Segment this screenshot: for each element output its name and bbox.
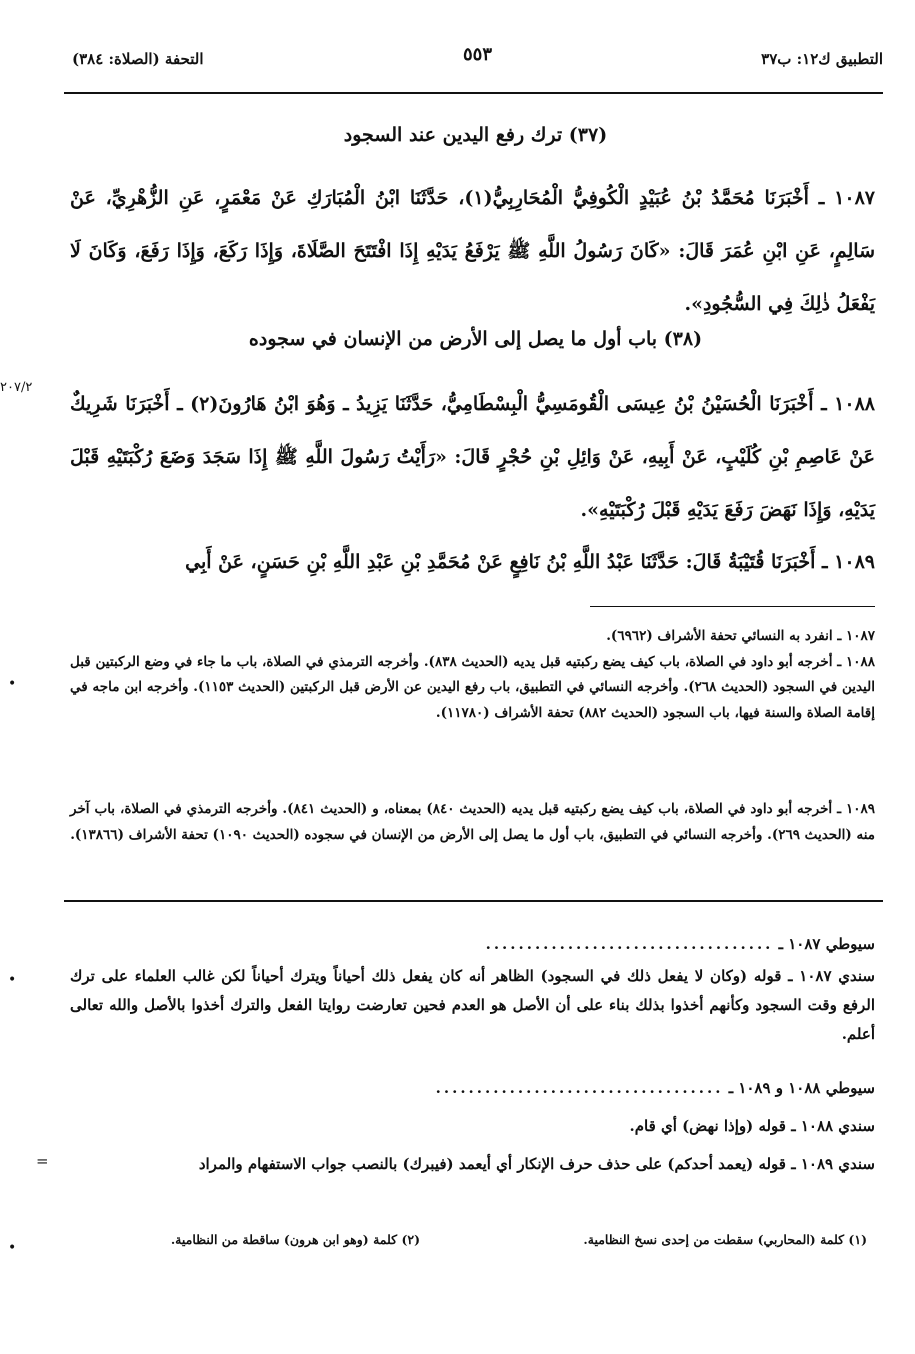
sindi-1088: سندي ١٠٨٨ ـ قوله (وإذا نهض) أي قام. bbox=[629, 1117, 875, 1135]
page-number: ٥٥٣ bbox=[462, 44, 492, 65]
sindi-1089: سندي ١٠٨٩ ـ قوله (يعمد أحدكم) على حذف حرف الإنكار أي أيعمد (فيبرك) بالنصب جواب الاستفهام والمراد bbox=[198, 1155, 875, 1173]
dot-leader: ................................... bbox=[435, 1079, 724, 1097]
takhrij-notes-1089: ١٠٨٩ ـ أخرجه أبو داود في الصلاة، باب كيف يضع ركبتيه قبل يديه (الحديث ٨٤٠) بمعناه، و (الحديث ٨٤١). وأخرجه الترمذي في الصلاة، باب آخر منه (الحديث ٢٦٩). وأخرجه النسائي في التطبيق، باب أول ما يصل إلى الأرض من الإنسان في سجوده (الحديث ١٠٩٠) تحفة الأشراف (١٣٨٦٦). bbox=[70, 801, 876, 843]
margin-dot: • bbox=[8, 1240, 17, 1256]
takhrij-notes-1087-1088: ١٠٨٧ ـ انفرد به النسائي تحفة الأشراف (٦٩٦٢). ١٠٨٨ ـ أخرجه أبو داود في الصلاة، باب كيف يضع ركبتيه قبل يديه (الحديث ٨٣٨). وأخرجه الترمذي في الصلاة، باب ما جاء في وضع الركبتين قبل اليدين في السجود (الحديث ٢٦٨). وأخرجه النسائي في التطبيق، باب رفع اليدين عن الأرض قبل الركبتين (الحديث ١١٥٣). وأخرجه ابن ماجه في إقامة الصلاة والسنة فيها، باب السجود (الحديث ٨٨٢) تحفة الأشراف (١١٧٨٠). bbox=[70, 628, 876, 721]
header-tuhfa-ref: التحفة (الصلاة: ٣٨٤) bbox=[72, 50, 204, 68]
margin-dot: • bbox=[8, 676, 17, 692]
page-header bbox=[72, 44, 883, 72]
continuation-mark: = bbox=[36, 1152, 49, 1170]
section-38-title: (٣٨) باب أول ما يصل إلى الأرض من الإنسان في سجوده bbox=[248, 328, 703, 350]
hadith-1087: ١٠٨٧ ـ أَخْبَرَنَا مُحَمَّدُ بْنُ عُبَيْدٍ الْكُوفِيُّ الْمُحَارِبِيُّ(١)، حَدَّثَنَا ابْنُ الْمُبَارَكِ عَنْ مَعْمَرٍ، عَنِ الزُّهْرِيِّ، عَنْ سَالِمٍ، عَنِ ابْنِ عُمَرَ قَالَ: «كَانَ رَسُولُ اللَّهِ ﷺ يَرْفَعُ يَدَيْهِ إِذَا افْتَتَحَ الصَّلَاةَ، وَإِذَا رَكَعَ، وَإِذَا رَفَعَ، وَكَانَ لَا يَفْعَلُ ذٰلِكَ فِي السُّجُودِ». bbox=[70, 187, 875, 315]
suyuti-1088-line bbox=[70, 1074, 875, 1103]
dot-leader: ................................... bbox=[485, 935, 774, 953]
header-rule bbox=[64, 92, 883, 94]
margin-reference: ٢٠٧/٢ bbox=[0, 380, 33, 395]
footnote-2: (٢) كلمة (وهو ابن هرون) ساقطة من النظامية. bbox=[170, 1232, 420, 1247]
commentary-rule bbox=[64, 900, 883, 902]
suyuti-1088-label: سيوطي ١٠٨٨ و ١٠٨٩ ـ bbox=[728, 1079, 875, 1097]
suyuti-1087-label: سيوطي ١٠٨٧ ـ bbox=[778, 935, 875, 953]
notes-separator bbox=[590, 606, 875, 607]
footnote-1: (١) كلمة (المحاربي) سقطت من إحدى نسخ النظامية. bbox=[583, 1232, 867, 1247]
suyuti-1087-line bbox=[70, 930, 875, 959]
section-37-title: (٣٧) ترك رفع اليدين عند السجود bbox=[343, 124, 608, 146]
hadith-1088: ١٠٨٨ ـ أَخْبَرَنَا الْحُسَيْنُ بْنُ عِيسَى الْقُومَسِيُّ الْبِسْطَامِيُّ، حَدَّثَنَا يَزِيدُ ـ وَهُوَ ابْنُ هَارُونَ(٢) ـ أَخْبَرَنَا شَرِيكٌ عَنْ عَاصِمِ بْنِ كُلَيْبٍ، عَنْ أَبِيهِ، عَنْ وَائِلِ بْنِ حُجْرٍ قَالَ: «رَأَيْتُ رَسُولَ اللَّهِ ﷺ إِذَا سَجَدَ وَضَعَ رُكْبَتَيْهِ قَبْلَ يَدَيْهِ، وَإِذَا نَهَضَ رَفَعَ يَدَيْهِ قَبْلَ رُكْبَتَيْهِ». bbox=[70, 393, 875, 521]
margin-dot: • bbox=[8, 972, 17, 988]
header-chapter-ref: التطبيق ك١٢: ب٣٧ bbox=[761, 50, 883, 68]
hadith-1089-start: ١٠٨٩ ـ أَخْبَرَنَا قُتَيْبَةُ قَالَ: حَدَّثَنَا عَبْدُ اللَّهِ بْنُ نَافِعٍ عَنْ مُحَمَّدِ بْنِ عَبْدِ اللَّهِ بْنِ حَسَنٍ، عَنْ أَبِي bbox=[185, 551, 875, 573]
sindi-1087: سندي ١٠٨٧ ـ قوله (وكان لا يفعل ذلك في السجود) الظاهر أنه كان يفعل ذلك أحياناً ويترك أحياناً لكن غالب العلماء على ترك الرفع وقت السجود وكأنهم أخذوا بذلك بناء على أن الأصل هو العدم فحين تعارضت روايتا الفعل والترك أخذوا بالأصل والله تعالى أعلم. bbox=[70, 967, 875, 1043]
